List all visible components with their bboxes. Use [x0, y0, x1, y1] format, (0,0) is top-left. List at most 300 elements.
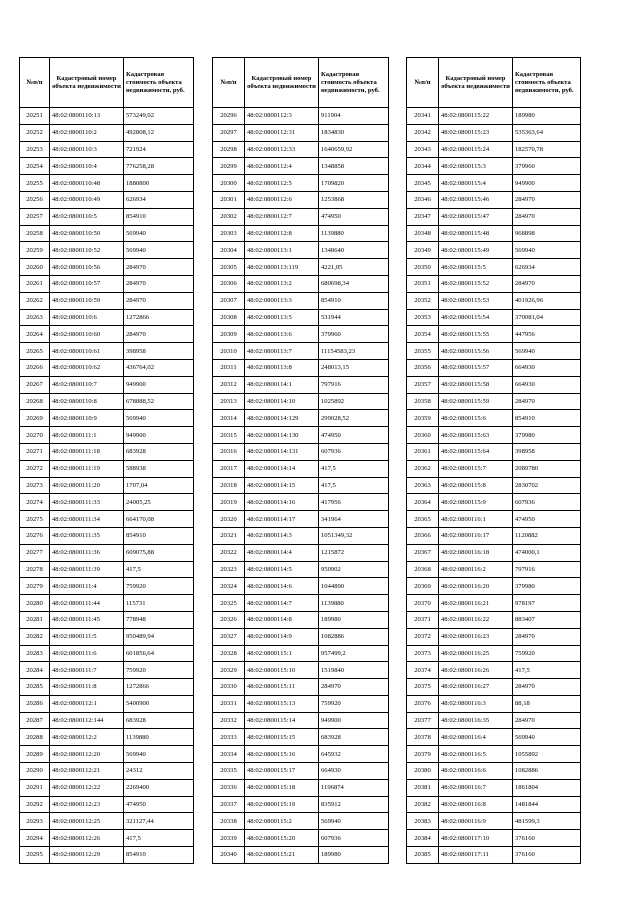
cadastral-number: 48:02:0800114:17 [245, 511, 319, 528]
table-row [20, 746, 194, 763]
table-row [407, 108, 581, 125]
cadastral-number: 48:02:0800111:39 [50, 561, 124, 578]
cadastral-value: 776258,28 [124, 158, 194, 175]
row-number: 20325 [213, 595, 245, 612]
cadastral-number: 48:02:0800115:58 [439, 376, 513, 393]
cadastral-number: 48:02:0800113:3 [245, 292, 319, 309]
cadastral-number: 48:02:0800111:18 [50, 443, 124, 460]
table-row [407, 494, 581, 511]
row-number: 20377 [407, 712, 439, 729]
row-number: 20353 [407, 309, 439, 326]
cadastral-value: 284970 [124, 326, 194, 343]
cadastral-value: 88,18 [513, 695, 581, 712]
table-row [407, 729, 581, 746]
cadastral-value: 778948 [124, 611, 194, 628]
table-row [20, 208, 194, 225]
table-row [20, 141, 194, 158]
table-row [407, 712, 581, 729]
cadastral-number: 48:02:0800116:1 [439, 511, 513, 528]
table-row [20, 527, 194, 544]
row-number: 20296 [213, 108, 245, 125]
table-row [213, 830, 389, 847]
table-row [407, 662, 581, 679]
cadastral-number: 48:02:0800110:6 [50, 309, 124, 326]
cadastral-number: 48:02:0800115:17 [245, 763, 319, 780]
row-number: 20281 [20, 611, 50, 628]
header-cadastral: Кадастровый номер объекта недвижимости [50, 58, 124, 108]
table-row [407, 309, 581, 326]
table-row [213, 544, 389, 561]
table-row [20, 695, 194, 712]
row-number: 20344 [407, 158, 439, 175]
cadastral-number: 48:02:0800113:2 [245, 275, 319, 292]
table-row [407, 175, 581, 192]
table-row [20, 393, 194, 410]
cadastral-number: 48:02:0800110:52 [50, 242, 124, 259]
table-row [213, 477, 389, 494]
header-value: Кадастровая стоимость объекта недвижимости, руб. [513, 58, 581, 108]
row-number: 20384 [407, 830, 439, 847]
cadastral-number: 48:02:0800110:49 [50, 191, 124, 208]
row-number: 20269 [20, 410, 50, 427]
row-number: 20365 [407, 511, 439, 528]
cadastral-value: 1348858 [319, 158, 389, 175]
row-number: 20283 [20, 645, 50, 662]
cadastral-number: 48:02:0800112:3 [245, 108, 319, 125]
cadastral-number: 48:02:0800114:5 [245, 561, 319, 578]
cadastral-value: 1272866 [124, 679, 194, 696]
cadastral-number: 48:02:0800112:23 [50, 796, 124, 813]
row-number: 20311 [213, 359, 245, 376]
table-row [213, 729, 389, 746]
cadastral-value: 341964 [319, 511, 389, 528]
cadastral-number: 48:02:0800115:49 [439, 242, 513, 259]
cadastral-number: 48:02:0800115:64 [439, 443, 513, 460]
cadastral-value: 1640659,92 [319, 141, 389, 158]
header-row [407, 58, 581, 108]
row-number: 20266 [20, 359, 50, 376]
table-row [407, 225, 581, 242]
cadastral-number: 48:02:0800111:34 [50, 511, 124, 528]
table-row [20, 108, 194, 125]
cadastral-value: 474950 [319, 208, 389, 225]
table-row [213, 779, 389, 796]
cadastral-number: 48:02:0800111:4 [50, 578, 124, 595]
row-number: 20378 [407, 729, 439, 746]
cadastral-number: 48:02:0800112:144 [50, 712, 124, 729]
cadastral-value: 24005,25 [124, 494, 194, 511]
cadastral-number: 48:02:0800112:4 [245, 158, 319, 175]
row-number: 20318 [213, 477, 245, 494]
table-row [407, 679, 581, 696]
cadastral-value: 1051349,32 [319, 527, 389, 544]
cadastral-number: 48:02:0800112:33 [245, 141, 319, 158]
cadastral-value: 447956 [513, 326, 581, 343]
cadastral-value: 417,5 [513, 662, 581, 679]
row-number: 20286 [20, 695, 50, 712]
cadastral-number: 48:02:0800116:5 [439, 746, 513, 763]
cadastral-value: 949900 [513, 175, 581, 192]
cadastral-value: 601856,64 [124, 645, 194, 662]
row-number: 20364 [407, 494, 439, 511]
cadastral-value: 683928 [319, 729, 389, 746]
cadastral-value: 1272866 [124, 309, 194, 326]
cadastral-number: 48:02:0800110:61 [50, 343, 124, 360]
cadastral-value: 189980 [513, 108, 581, 125]
cadastral-number: 48:02:0800116:21 [439, 595, 513, 612]
row-number: 20276 [20, 527, 50, 544]
table-row [213, 679, 389, 696]
cadastral-number: 48:02:0800115:54 [439, 309, 513, 326]
table-row [213, 158, 389, 175]
header-value: Кадастровая стоимость объекта недвижимости, руб. [124, 58, 194, 108]
cadastral-value: 1139880 [124, 729, 194, 746]
cadastral-value: 1880800 [124, 175, 194, 192]
row-number: 20321 [213, 527, 245, 544]
cadastral-number: 48:02:0800114:16 [245, 494, 319, 511]
cadastral-value: 978197 [513, 595, 581, 612]
row-number: 20302 [213, 208, 245, 225]
cadastral-number: 48:02:0800110:4 [50, 158, 124, 175]
table-row [407, 847, 581, 864]
cadastral-number: 48:02:0800111:33 [50, 494, 124, 511]
row-number: 20280 [20, 595, 50, 612]
cadastral-value: 401926,96 [513, 292, 581, 309]
table-row [213, 124, 389, 141]
cadastral-number: 48:02:0800112:25 [50, 813, 124, 830]
table-row [20, 191, 194, 208]
cadastral-number: 48:02:0800116:3 [439, 695, 513, 712]
table-row [407, 460, 581, 477]
cadastral-value: 680698,34 [319, 275, 389, 292]
row-number: 20303 [213, 225, 245, 242]
table-row [20, 712, 194, 729]
table-row [20, 679, 194, 696]
row-number: 20272 [20, 460, 50, 477]
table-row [407, 376, 581, 393]
table-row [407, 830, 581, 847]
cadastral-value: 284970 [513, 208, 581, 225]
row-number: 20279 [20, 578, 50, 595]
cadastral-number: 48:02:0800110:56 [50, 259, 124, 276]
table-row [407, 427, 581, 444]
cadastral-value: 626934 [124, 191, 194, 208]
cadastral-number: 48:02:0800115:53 [439, 292, 513, 309]
row-number: 20317 [213, 460, 245, 477]
row-number: 20374 [407, 662, 439, 679]
cadastral-value: 683928 [124, 443, 194, 460]
cadastral-number: 48:02:0800115:46 [439, 191, 513, 208]
cadastral-number: 48:02:0800116:9 [439, 813, 513, 830]
table-row [407, 275, 581, 292]
row-number: 20290 [20, 763, 50, 780]
cadastral-number: 48:02:0800114:130 [245, 427, 319, 444]
cadastral-number: 48:02:0800114:1 [245, 376, 319, 393]
table-row [213, 275, 389, 292]
row-number: 20293 [20, 813, 50, 830]
cadastral-number: 48:02:0800110:7 [50, 376, 124, 393]
row-number: 20264 [20, 326, 50, 343]
row-number: 20339 [213, 830, 245, 847]
cadastral-value: 284970 [513, 628, 581, 645]
cadastral-value: 573249,02 [124, 108, 194, 125]
cadastral-number: 48:02:0800110:13 [50, 108, 124, 125]
cadastral-number: 48:02:0800111:8 [50, 679, 124, 696]
cadastral-value: 5400900 [124, 695, 194, 712]
row-number: 20282 [20, 628, 50, 645]
cadastral-value: 854910 [513, 410, 581, 427]
row-number: 20382 [407, 796, 439, 813]
cadastral-value: 1139880 [319, 225, 389, 242]
cadastral-value: 11154583,23 [319, 343, 389, 360]
cadastral-value: 569940 [319, 813, 389, 830]
table-row [20, 225, 194, 242]
cadastral-number: 48:02:0800115:47 [439, 208, 513, 225]
row-number: 20278 [20, 561, 50, 578]
cadastral-number: 48:02:0800110:50 [50, 225, 124, 242]
row-number: 20260 [20, 259, 50, 276]
cadastral-value: 398958 [513, 443, 581, 460]
cadastral-number: 48:02:0800114:4 [245, 544, 319, 561]
cadastral-value: 664930 [513, 359, 581, 376]
table-row [407, 561, 581, 578]
cadastral-number: 48:02:0800114:15 [245, 477, 319, 494]
cadastral-value: 1082886 [513, 763, 581, 780]
table-row [407, 158, 581, 175]
row-number: 20358 [407, 393, 439, 410]
table-row [407, 779, 581, 796]
cadastral-number: 48:02:0800110:8 [50, 393, 124, 410]
row-number: 20370 [407, 595, 439, 612]
header-cadastral: Кадастровый номер объекта недвижимости [245, 58, 319, 108]
cadastral-value: 248013,15 [319, 359, 389, 376]
row-number: 20335 [213, 763, 245, 780]
row-number: 20295 [20, 847, 50, 864]
row-number: 20298 [213, 141, 245, 158]
table-row [20, 628, 194, 645]
cadastral-value: 883407 [513, 611, 581, 628]
table-row [20, 595, 194, 612]
table-row [407, 763, 581, 780]
table-row [213, 628, 389, 645]
table-row [213, 393, 389, 410]
cadastral-number: 48:02:0800117:10 [439, 830, 513, 847]
table-row [213, 343, 389, 360]
table-row [20, 813, 194, 830]
cadastral-value: 189980 [319, 847, 389, 864]
table-row [213, 410, 389, 427]
cadastral-value: 115731 [124, 595, 194, 612]
cadastral-value: 797916 [513, 561, 581, 578]
cadastral-value: 4221,05 [319, 259, 389, 276]
cadastral-value: 968898 [513, 225, 581, 242]
cadastral-value: 531944 [319, 309, 389, 326]
cadastral-value: 721924 [124, 141, 194, 158]
cadastral-value: 481599,3 [513, 813, 581, 830]
row-number: 20368 [407, 561, 439, 578]
cadastral-number: 48:02:0800111:35 [50, 527, 124, 544]
table-row [407, 628, 581, 645]
cadastral-number: 48:02:0800115:4 [439, 175, 513, 192]
table-row [213, 813, 389, 830]
table-row [20, 511, 194, 528]
table-row [20, 645, 194, 662]
cadastral-value: 284970 [513, 393, 581, 410]
cadastral-value: 854910 [319, 292, 389, 309]
table-row [213, 427, 389, 444]
cadastral-value: 474000,1 [513, 544, 581, 561]
cadastral-number: 48:02:0800112:20 [50, 746, 124, 763]
cadastral-value: 398958 [124, 343, 194, 360]
table-row [20, 763, 194, 780]
cadastral-value: 588938 [124, 460, 194, 477]
row-number: 20313 [213, 393, 245, 410]
table-row [20, 494, 194, 511]
cadastral-value: 1120882 [513, 527, 581, 544]
cadastral-value: 284970 [513, 679, 581, 696]
cadastral-number: 48:02:0800115:9 [439, 494, 513, 511]
table-row [407, 578, 581, 595]
cadastral-number: 48:02:0800114:9 [245, 628, 319, 645]
cadastral-value: 284970 [124, 259, 194, 276]
cadastral-number: 48:02:0800116:26 [439, 662, 513, 679]
row-number: 20375 [407, 679, 439, 696]
cadastral-number: 48:02:0800110:9 [50, 410, 124, 427]
cadastral-value: 950489,94 [124, 628, 194, 645]
cadastral-value: 957499,2 [319, 645, 389, 662]
table-row [20, 292, 194, 309]
table-row [407, 443, 581, 460]
cadastral-value: 607936 [319, 443, 389, 460]
table-row [20, 175, 194, 192]
cadastral-number: 48:02:0800114:8 [245, 611, 319, 628]
cadastral-number: 48:02:0800111:6 [50, 645, 124, 662]
cadastral-number: 48:02:0800115:57 [439, 359, 513, 376]
cadastral-value: 284970 [124, 275, 194, 292]
cadastral-number: 48:02:0800115:13 [245, 695, 319, 712]
table-row [20, 578, 194, 595]
table-row [20, 561, 194, 578]
table-row [20, 662, 194, 679]
table-row [20, 359, 194, 376]
cadastral-value: 284970 [513, 712, 581, 729]
row-number: 20263 [20, 309, 50, 326]
cadastral-value: 607936 [319, 830, 389, 847]
cadastral-value: 664930 [319, 763, 389, 780]
row-number: 20351 [407, 275, 439, 292]
row-number: 20380 [407, 763, 439, 780]
cadastral-table-2 [212, 57, 389, 864]
cadastral-number: 48:02:0800115:18 [245, 779, 319, 796]
cadastral-number: 48:02:0800115:48 [439, 225, 513, 242]
table-row [213, 645, 389, 662]
cadastral-value: 2830702 [513, 477, 581, 494]
table-row [213, 763, 389, 780]
cadastral-value: 182570,78 [513, 141, 581, 158]
cadastral-number: 48:02:0800115:22 [439, 108, 513, 125]
cadastral-value: 949900 [319, 712, 389, 729]
row-number: 20262 [20, 292, 50, 309]
cadastral-value: 417956 [319, 494, 389, 511]
row-number: 20348 [407, 225, 439, 242]
row-number: 20314 [213, 410, 245, 427]
cadastral-value: 1519840 [319, 662, 389, 679]
row-number: 20383 [407, 813, 439, 830]
cadastral-value: 835912 [319, 796, 389, 813]
row-number: 20367 [407, 544, 439, 561]
row-number: 20267 [20, 376, 50, 393]
row-number: 20372 [407, 628, 439, 645]
cadastral-value: 626934 [513, 259, 581, 276]
row-number: 20284 [20, 662, 50, 679]
cadastral-number: 48:02:0800115:59 [439, 393, 513, 410]
cadastral-number: 48:02:0800112:22 [50, 779, 124, 796]
row-number: 20310 [213, 343, 245, 360]
cadastral-value: 1196874 [319, 779, 389, 796]
table-row [213, 746, 389, 763]
cadastral-value: 683928 [124, 712, 194, 729]
cadastral-number: 48:02:0800115:20 [245, 830, 319, 847]
cadastral-number: 48:02:0800112:8 [245, 225, 319, 242]
cadastral-number: 48:02:0800115:23 [439, 124, 513, 141]
cadastral-number: 48:02:0800111:44 [50, 595, 124, 612]
row-number: 20320 [213, 511, 245, 528]
cadastral-number: 48:02:0800116:2 [439, 561, 513, 578]
cadastral-value: 949900 [124, 427, 194, 444]
cadastral-number: 48:02:0800115:8 [439, 477, 513, 494]
row-number: 20309 [213, 326, 245, 343]
cadastral-value: 569940 [124, 225, 194, 242]
cadastral-number: 48:02:0800113:1 [245, 242, 319, 259]
row-number: 20271 [20, 443, 50, 460]
row-number: 20336 [213, 779, 245, 796]
cadastral-value: 299028,52 [319, 410, 389, 427]
cadastral-number: 48:02:0800115:11 [245, 679, 319, 696]
cadastral-number: 48:02:0800112:5 [245, 175, 319, 192]
row-number: 20362 [407, 460, 439, 477]
row-number: 20329 [213, 662, 245, 679]
cadastral-value: 678888,52 [124, 393, 194, 410]
table-row [407, 695, 581, 712]
cadastral-value: 474950 [319, 427, 389, 444]
table-row [407, 259, 581, 276]
cadastral-value: 370081,04 [513, 309, 581, 326]
cadastral-value: 2269400 [124, 779, 194, 796]
cadastral-number: 48:02:0800112:31 [245, 124, 319, 141]
cadastral-number: 48:02:0800116:25 [439, 645, 513, 662]
cadastral-value: 284970 [513, 191, 581, 208]
table-row [407, 746, 581, 763]
table-row [213, 208, 389, 225]
cadastral-number: 48:02:0800116:27 [439, 679, 513, 696]
cadastral-value: 1709820 [319, 175, 389, 192]
table-row [213, 191, 389, 208]
table-row [213, 259, 389, 276]
cadastral-number: 48:02:0800112:2 [50, 729, 124, 746]
table-row [20, 275, 194, 292]
table-row [213, 578, 389, 595]
row-number: 20300 [213, 175, 245, 192]
table-row [20, 158, 194, 175]
cadastral-value: 1215872 [319, 544, 389, 561]
table-row [407, 343, 581, 360]
cadastral-table-1 [19, 57, 194, 864]
table-row [213, 141, 389, 158]
cadastral-value: 1082886 [319, 628, 389, 645]
cadastral-value: 797916 [319, 376, 389, 393]
table-row [407, 796, 581, 813]
cadastral-number: 48:02:0800112:26 [50, 830, 124, 847]
